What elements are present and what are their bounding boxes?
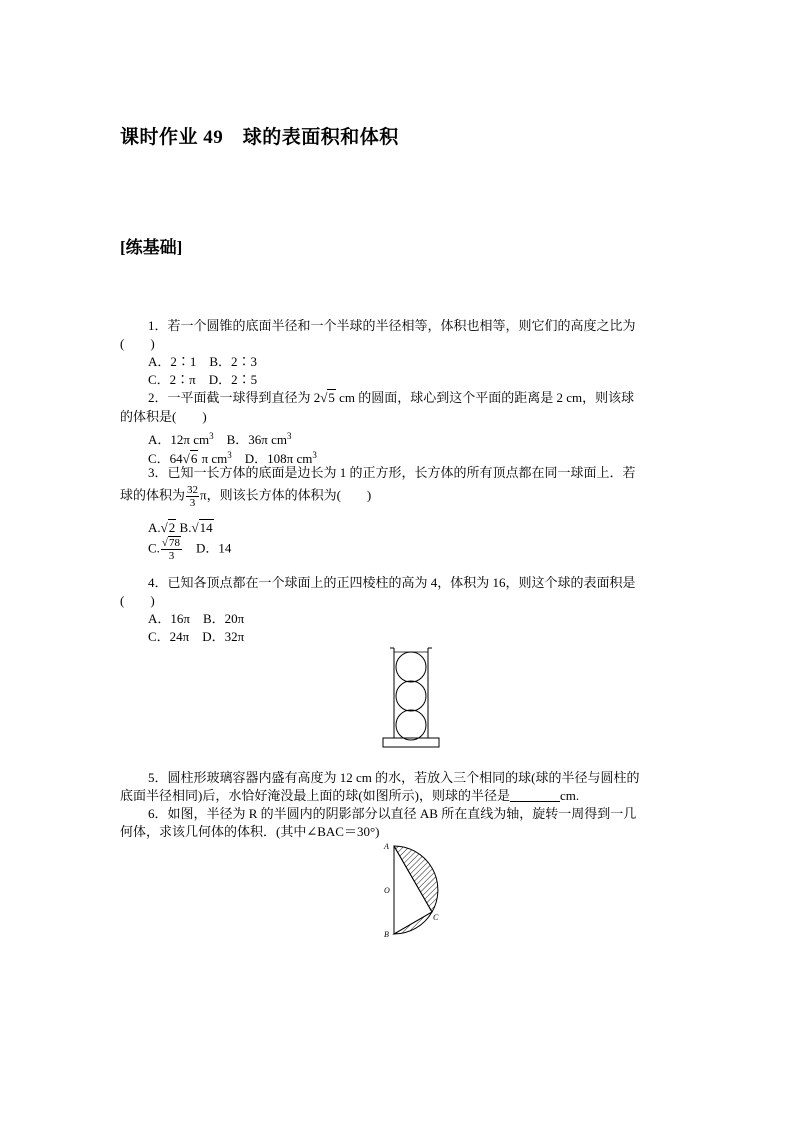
ball-middle <box>396 681 426 711</box>
q2-stem-line1 <box>148 390 634 406</box>
q2-sqrt: √5 <box>320 390 335 405</box>
section-heading: [练基础] <box>120 238 183 257</box>
q4-stem-line2: ( ) <box>120 593 155 608</box>
label-c: C <box>433 913 439 922</box>
q3-stem-line2: 球的体积为 $\frac{32}{3}$ π，则该长方体的体积为( ) <box>120 484 372 509</box>
q2-stem-line2: 的体积是( ) <box>120 409 207 424</box>
q2-option-b: B．36π cm <box>213 432 287 447</box>
q1-stem-line2: ( ) <box>120 336 155 351</box>
q5-stem-line2: 底面半径相同)后，水恰好淹没最上面的球(如图所示)，则球的半径是 cm. <box>120 788 580 803</box>
label-b: B <box>384 930 389 939</box>
q6-figure <box>376 840 448 942</box>
q2-radicand: 5 <box>328 390 335 405</box>
shaded-region-upper <box>394 846 438 912</box>
q4-options-ab: A．16π B．20π <box>148 611 245 626</box>
q2-stem-text2: cm 的圆面，球心到这个平面的距离是 2 cm，则该球 <box>335 390 635 405</box>
q3-option-a: A. <box>148 520 161 535</box>
ball-bottom <box>396 710 426 740</box>
q1-options-ab: A．2∶1 B．2∶3 <box>148 354 258 369</box>
q4-options-cd: C．24π D．32π <box>148 629 245 644</box>
q3-fraction: $\frac{32}{3}$ <box>187 484 199 509</box>
q3-options-ab: A.√2 B.√14 <box>148 520 213 535</box>
q2-option-c: C．64 <box>148 451 183 466</box>
q6-stem-line1: 6．如图，半径为 R 的半圆内的阴影部分以直径 AB 所在直线为轴，旋转一周得到一几 <box>148 806 637 821</box>
page-title: 课时作业 49 球的表面积和体积 <box>120 127 399 148</box>
label-o: O <box>384 886 390 895</box>
q2-options-cd: C．64√6 π $cm^3$ D．108π $cm^3$ <box>148 450 317 466</box>
q5-figure <box>380 646 442 750</box>
q3-option-b: B. <box>176 520 192 535</box>
q2-stem-text1: 2．一平面截一球得到直径为 2 <box>148 390 321 405</box>
q4-stem-line1: 4．已知各顶点都在一个球面上的正四棱柱的高为 4，体积为 16，则这个球的表面积是 <box>148 575 636 590</box>
chord-bc <box>394 912 432 934</box>
q3-stem-line1: 3．已知一长方体的底面是边长为 1 的正方形，长方体的所有顶点都在同一球面上．若 <box>148 465 636 480</box>
q3-option-c-fraction: $\frac{√78}{3}$ <box>161 537 180 562</box>
q6-stem-line2: 何体，求该几何体的体积．(其中∠BAC＝30°) <box>120 824 380 839</box>
q2-option-a: A．12π cm <box>148 432 210 447</box>
q3-option-d: D．14 <box>182 540 232 556</box>
q1-stem-line1: 1．若一个圆锥的底面半径和一个半球的半径相等，体积也相等，则它们的高度之比为 <box>148 318 636 333</box>
q3-option-c: C. <box>148 540 160 556</box>
q2-option-d: D．108π cm <box>231 451 313 466</box>
label-a: A <box>384 842 389 851</box>
q3-options-cd <box>148 537 231 562</box>
q1-options-cd: C．2∶π D．2∶5 <box>148 372 258 387</box>
q5-answer-blank <box>510 789 560 802</box>
q2-options-ab: A．12π $cm^3$ B．36π $cm^3$ <box>148 431 292 447</box>
cylinder-base <box>383 738 439 747</box>
ball-top <box>396 652 426 682</box>
q5-stem-line1: 5．圆柱形玻璃容器内盛有高度为 12 cm 的水，若放入三个相同的球(球的半径与圆柱的 <box>148 770 640 785</box>
